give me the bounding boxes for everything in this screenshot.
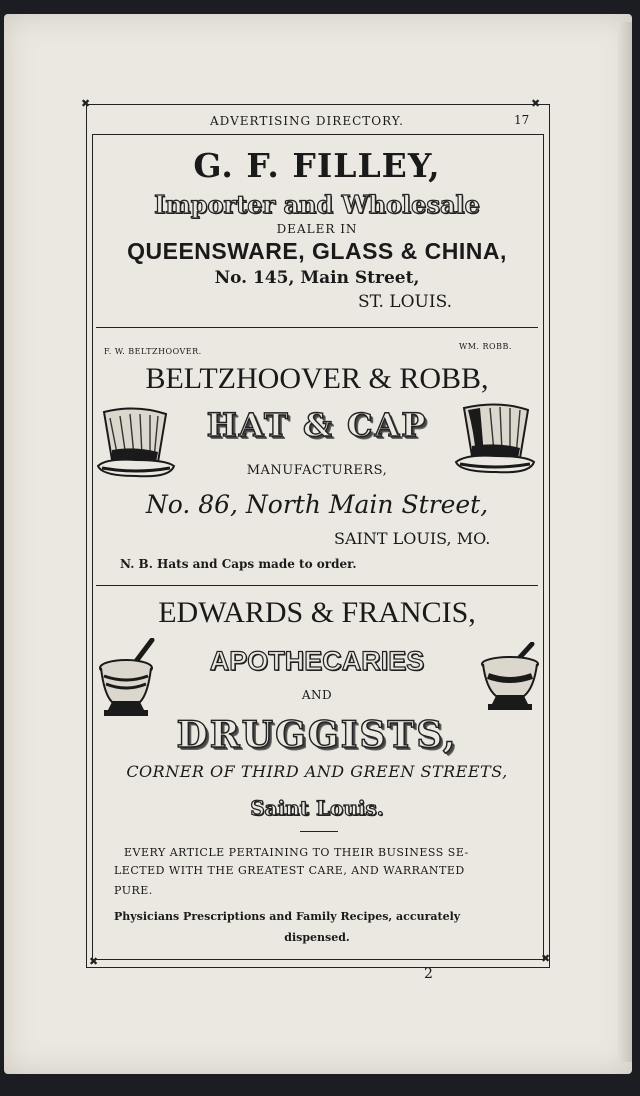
divider <box>96 585 538 586</box>
corner-ornament-icon: ✖ <box>541 952 551 965</box>
ad2-banner: HAT & CAP <box>206 406 428 444</box>
ad1-line4: No. 145, Main Street, <box>214 268 420 288</box>
ad1-line5: ST. LOUIS. <box>358 292 453 312</box>
ad3-line4: CORNER OF THIRD AND GREEN STREETS, <box>126 762 508 781</box>
page-number: 17 <box>514 113 530 127</box>
corner-ornament-icon: ✖ <box>89 955 99 968</box>
ad3-body4: Physicians Prescriptions and Family Recipes, accurately <box>114 910 461 923</box>
signature-mark: 2 <box>424 966 433 982</box>
ad2-name: BELTZHOOVER & ROBB, <box>145 362 489 395</box>
ad2-note: N. B. Hats and Caps made to order. <box>120 557 357 571</box>
ad3-line2: AND <box>301 688 333 702</box>
ad3-body1: EVERY ARTICLE PERTAINING TO THEIR BUSINESS SE- <box>124 846 469 859</box>
ad2-line1: MANUFACTURERS, <box>246 463 388 478</box>
ad3-body3: PURE. <box>114 884 153 897</box>
ad3-body5: dispensed. <box>284 931 350 944</box>
ad3-body2: LECTED WITH THE GREATEST CARE, AND WARRANTED <box>114 864 465 877</box>
ad1-name: G. F. FILLEY, <box>193 146 441 185</box>
short-rule <box>300 831 338 832</box>
ad3-name: EDWARDS & FRANCIS, <box>158 596 476 629</box>
ad1-line1: Importer and Wholesale <box>154 190 480 219</box>
ad2-partner-right: WM. ROBB. <box>459 342 512 351</box>
divider <box>96 327 538 328</box>
ad2-partner-left: F. W. BELTZHOOVER. <box>104 347 202 356</box>
ad2-line2: No. 86, North Main Street, <box>145 490 489 519</box>
corner-ornament-icon: ✖ <box>531 97 541 110</box>
ad3-line1: APOTHECARIES <box>209 646 425 676</box>
ad1-line2: DEALER IN <box>276 222 358 236</box>
corner-ornament-icon: ✖ <box>81 97 91 110</box>
running-header: ADVERTISING DIRECTORY. <box>210 114 404 128</box>
ad2-line3: SAINT LOUIS, MO. <box>334 529 491 548</box>
page-edge <box>618 22 632 1062</box>
ad3-line3: DRUGGISTS, <box>176 714 458 756</box>
ad1-line3: QUEENSWARE, GLASS & CHINA, <box>127 238 507 264</box>
ad3-line5: Saint Louis. <box>250 796 384 820</box>
